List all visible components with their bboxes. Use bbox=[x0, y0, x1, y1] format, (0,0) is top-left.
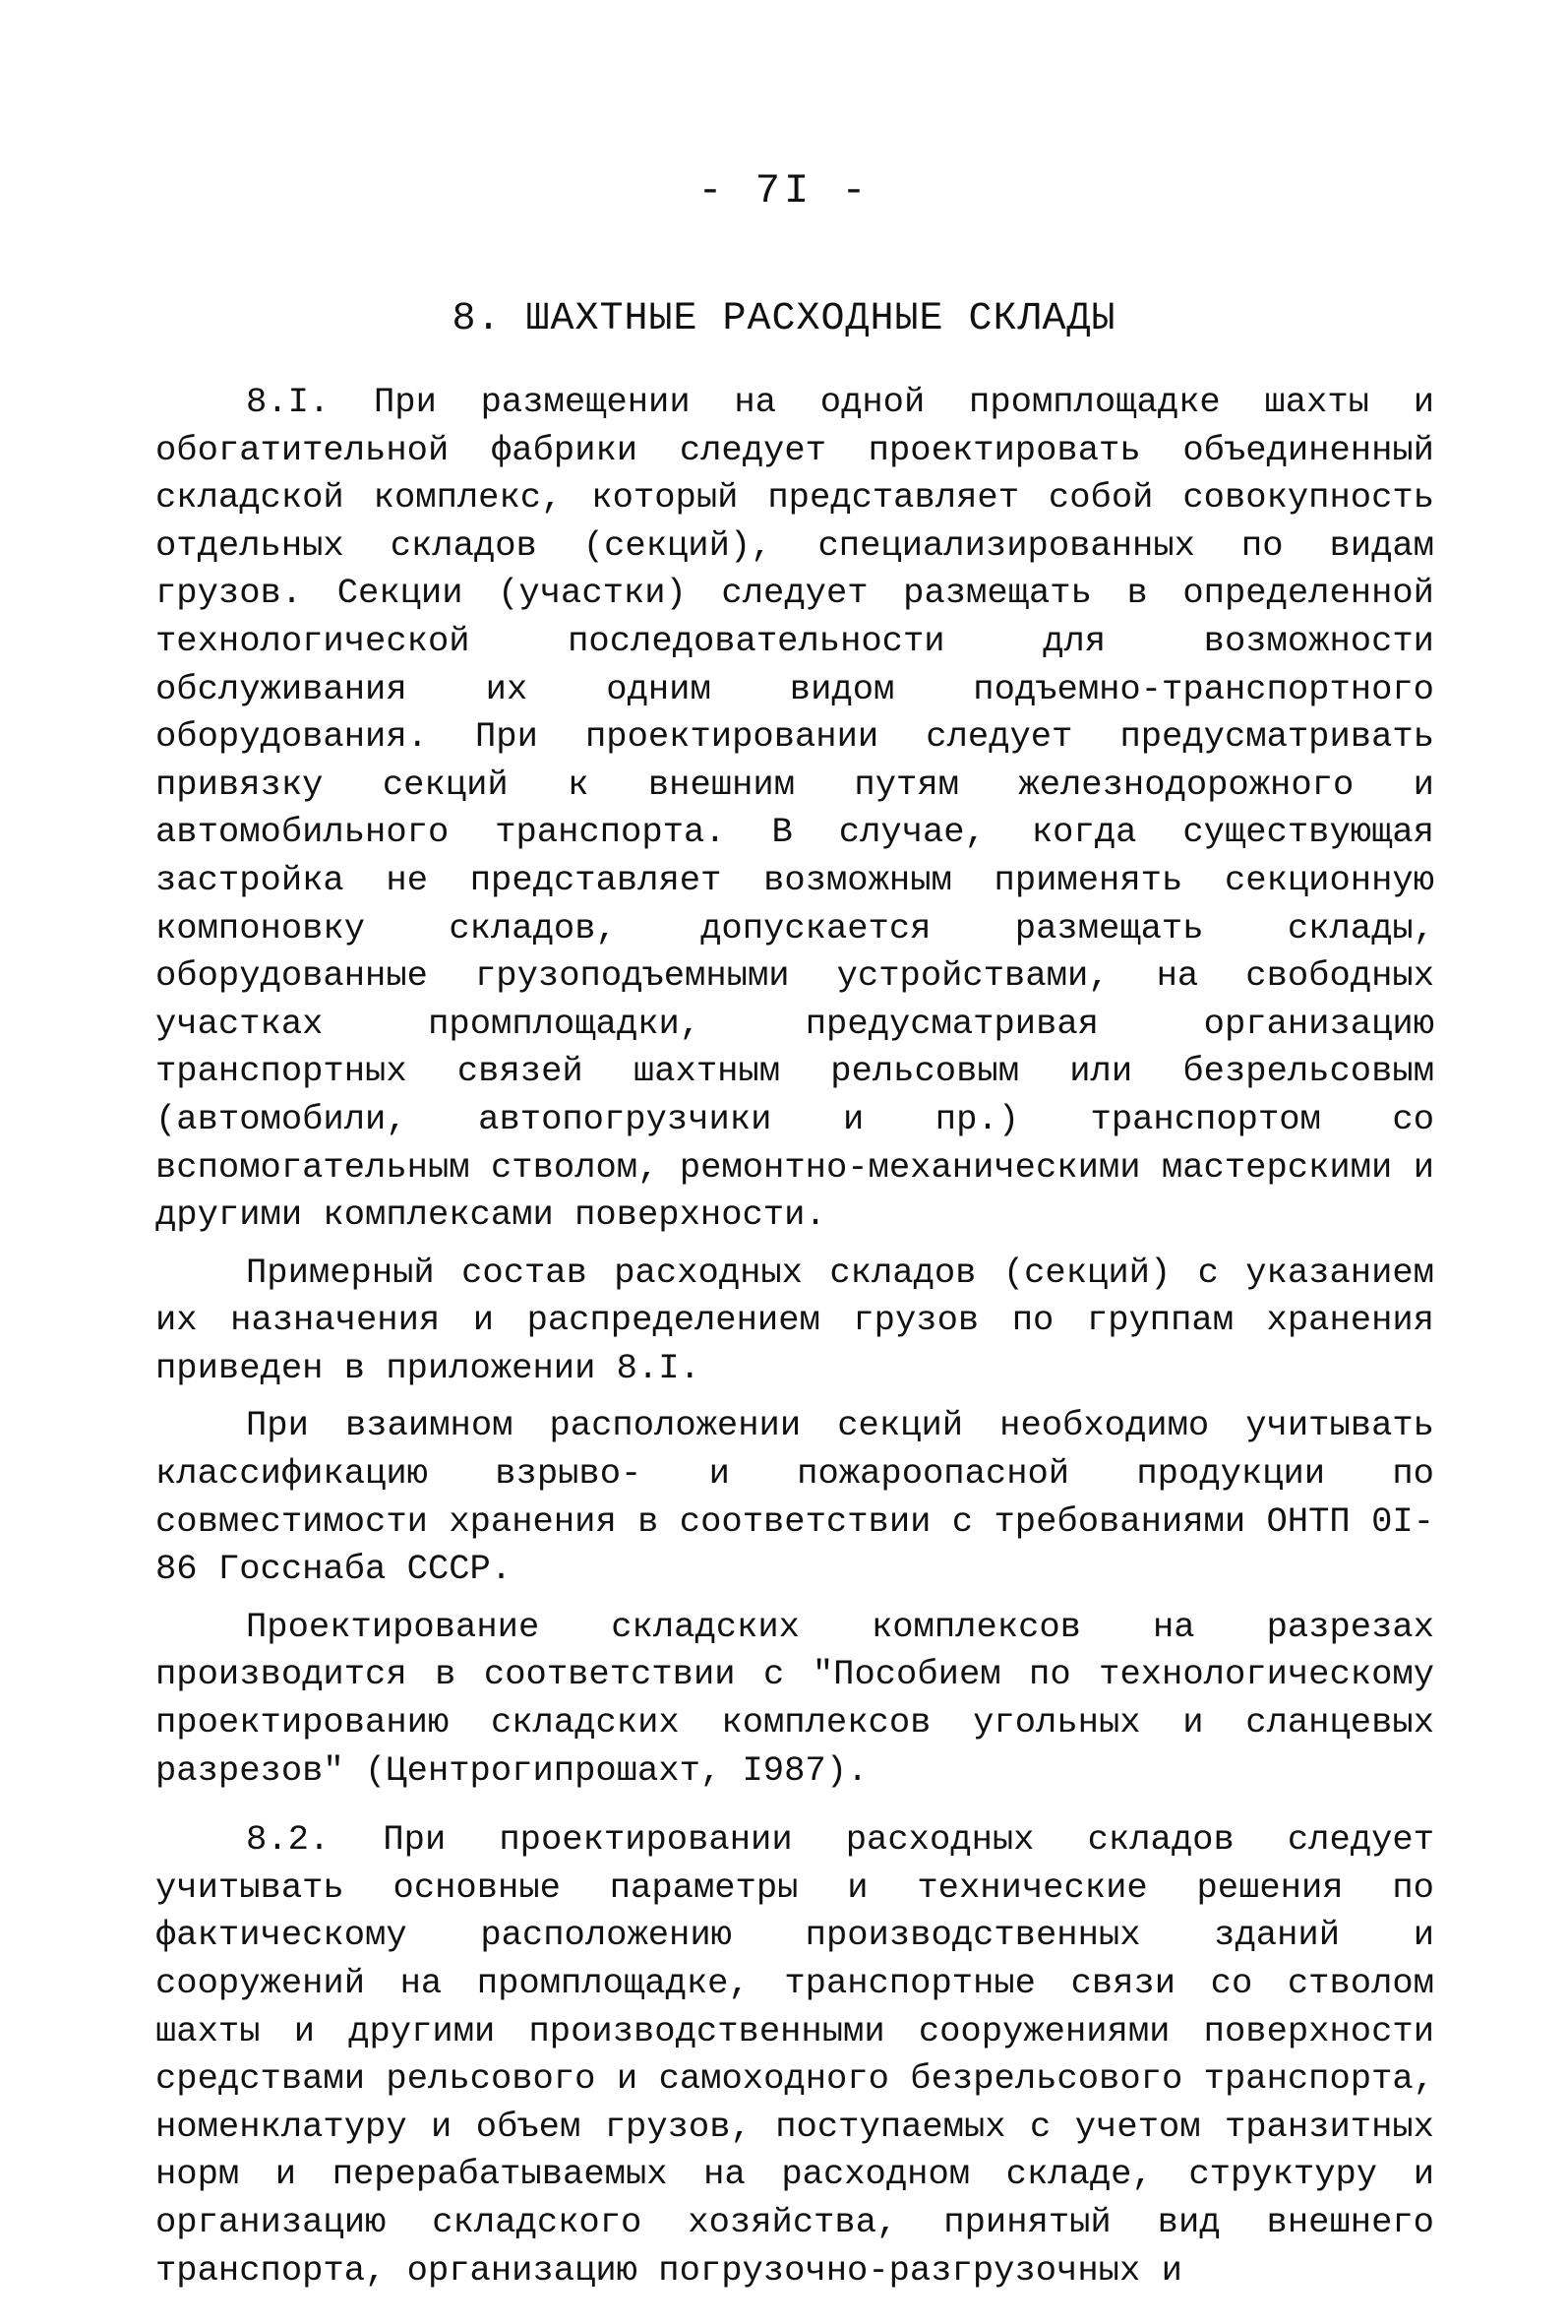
section-title: 8. ШАХТНЫЕ РАСХОДНЫЕ СКЛАДЫ bbox=[452, 297, 1116, 341]
body-text bbox=[155, 379, 1434, 2304]
paragraph-8-2: 8.2. При проектировании расходных складов следует учитывать основные параметры и технические решения по фактическому расположению производственных зданий и сооружений на промплощадке, транспортные связи со стволом шахты и другими производственными сооружениями поверхности средствами рельсового и самоходного безрельсового транспорта, номенклатуру и объем грузов, поступаемых с учетом транзитных норм и перерабатываемых на расходном складе, структуру и организацию складского хозяйства, принятый вид внешнего транспорта, организацию погрузочно-разгрузочных и bbox=[155, 1819, 1434, 2291]
paragraph-open-pit-design: Проектирование складских комплексов на разрезах производится в соответствии с "Пособием по технологическому проектированию складских комплексов угольных и сланцевых разрезов" (Центрогипрошахт, I987). bbox=[155, 1606, 1434, 1791]
paragraph-mutual-location: При взаимном расположении секций необходимо учитывать классификацию взрыво- и пожароопасной продукции по совместимости хранения в соответствии с требованиями ОНТП 0I-86 Госснаба СССР. bbox=[155, 1405, 1434, 1590]
paragraph-8-1: 8.I. При размещении на одной промплощадке шахты и обогатительной фабрики следует проектировать объединенный складской комплекс, который представляет собой совокупность отдельных складов (секций), специализированных по видам грузов. Секции (участки) следует размещать в определенной технологической последовательности для возможности обслуживания их одним видом подъемно-транспортного оборудования. При проектировании следует предусматривать привязку секций к внешним путям железнодорожного и автомобильного транспорта. В случае, когда существующая застройка не представляет возможным применять секционную компоновку складов, допускается размещать склады, оборудованные грузоподъемными устройствами, на свободных участках промплощадки, предусматривая организацию транспортных связей шахтным рельсовым или безрельсовым (автомобили, автопогрузчики и пр.) транспортом со вспомогательным стволом, ремонтно-механическими мастерскими и другими комплексами поверхности. bbox=[155, 382, 1434, 1236]
paragraph-composition: Примерный состав расходных складов (секций) с указанием их назначения и распределением грузов по группам хранения приведен в приложении 8.I. bbox=[155, 1252, 1434, 1388]
page-number: - 7I - bbox=[697, 167, 871, 214]
